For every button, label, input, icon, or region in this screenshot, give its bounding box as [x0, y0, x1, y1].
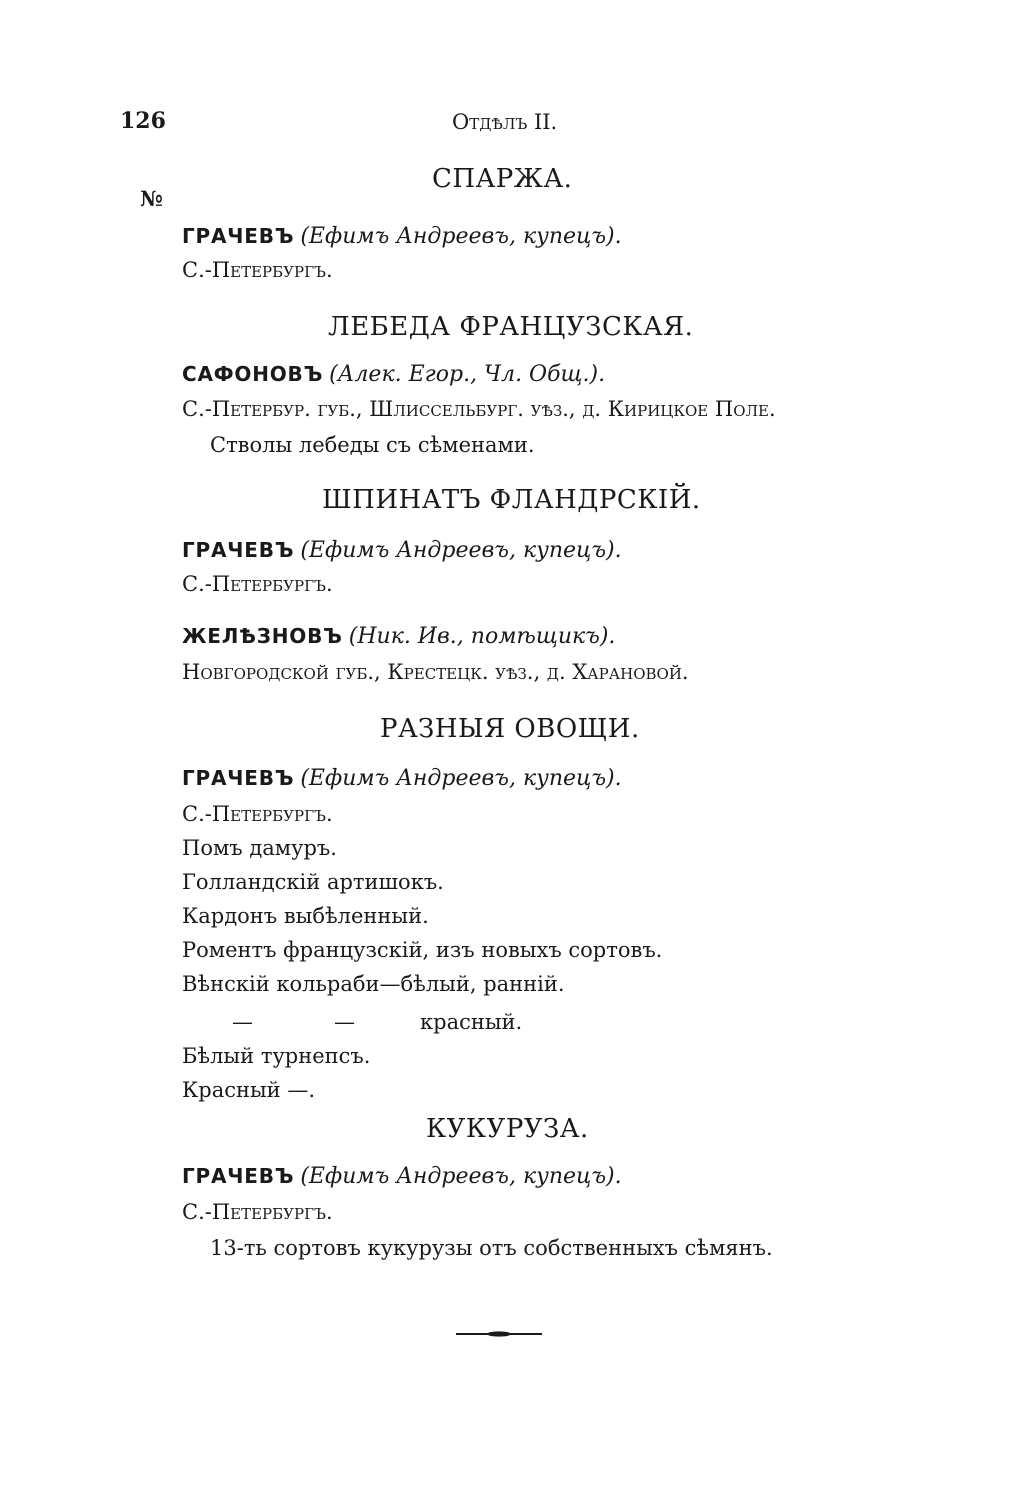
- entry-item: Помъ дамуръ.: [182, 836, 337, 860]
- exhibitor-name: ЖЕЛѢЗНОВЪ: [182, 624, 343, 648]
- exhibitor-name: ГРАЧЕВЪ: [182, 224, 295, 248]
- entry-exhibitor: [182, 766, 622, 791]
- entry-item: Вѣнскій кольраби—бѣлый, ранній.: [182, 972, 565, 996]
- entry-item: 13-ть сортовъ кукурузы отъ собственныхъ сѣмянъ.: [210, 1236, 773, 1260]
- section-heading-corn: КУКУРУЗА.: [426, 1114, 589, 1144]
- exhibitor-detail: (Ник. Ив., помѣщикъ).: [348, 624, 616, 649]
- entry-item-ditto: [232, 1010, 522, 1034]
- exhibitor-detail: (Алек. Егор., Чл. Общ.).: [329, 362, 606, 387]
- entry-item: Стволы лебеды съ сѣменами.: [210, 433, 535, 457]
- ditto-dash: —: [232, 1010, 253, 1034]
- ditto-text: красный.: [420, 1010, 523, 1034]
- running-head: Отдѣлъ II.: [452, 110, 558, 134]
- entry-location: С.-Петербургъ.: [182, 572, 333, 596]
- exhibitor-name: ГРАЧЕВЪ: [182, 1164, 295, 1188]
- entry-item: Красный —.: [182, 1078, 316, 1102]
- entry-location: С.-Петербургъ.: [182, 258, 333, 282]
- ditto-dash: —: [334, 1010, 355, 1034]
- entry-location: С.-Петербур. губ., Шлиссельбург. уѣз., д. Кирицкое Поле.: [182, 397, 776, 421]
- entry-item: Кардонъ выбѣленный.: [182, 904, 429, 928]
- entry-exhibitor: [182, 1164, 622, 1189]
- section-heading-orache: ЛЕБЕДА ФРАНЦУЗСКАЯ.: [328, 312, 694, 342]
- end-ornament-icon: [456, 1331, 542, 1337]
- entry-exhibitor: [182, 624, 615, 649]
- entry-item: Голландскій артишокъ.: [182, 870, 444, 894]
- entry-item: Роментъ французскій, изъ новыхъ сортовъ.: [182, 938, 663, 962]
- entry-exhibitor: [182, 538, 622, 563]
- page-number: 126: [120, 108, 166, 134]
- section-heading-spinach: ШПИНАТЪ ФЛАНДРСКІЙ.: [322, 485, 701, 515]
- entry-location: С.-Петербургъ.: [182, 1200, 333, 1224]
- entry-exhibitor: [182, 362, 605, 387]
- exhibitor-name: САФОНОВЪ: [182, 362, 324, 386]
- exhibitor-detail: (Ефимъ Андреевъ, купецъ).: [300, 538, 622, 563]
- exhibitor-name: ГРАЧЕВЪ: [182, 766, 295, 790]
- exhibitor-detail: (Ефимъ Андреевъ, купецъ).: [300, 1164, 622, 1189]
- exhibitor-detail: (Ефимъ Андреевъ, купецъ).: [300, 766, 622, 791]
- exhibitor-detail: (Ефимъ Андреевъ, купецъ).: [300, 224, 622, 249]
- section-heading-various-vegetables: РАЗНЫЯ ОВОЩИ.: [380, 714, 640, 744]
- entry-exhibitor: [182, 224, 622, 249]
- entry-location: Новгородской губ., Крестецк. уѣз., д. Харановой.: [182, 660, 689, 684]
- number-sign: №: [140, 186, 163, 211]
- exhibitor-name: ГРАЧЕВЪ: [182, 538, 295, 562]
- entry-location: С.-Петербургъ.: [182, 802, 333, 826]
- section-heading-asparagus: СПАРЖА.: [432, 164, 573, 194]
- entry-item: Бѣлый турнепсъ.: [182, 1044, 371, 1068]
